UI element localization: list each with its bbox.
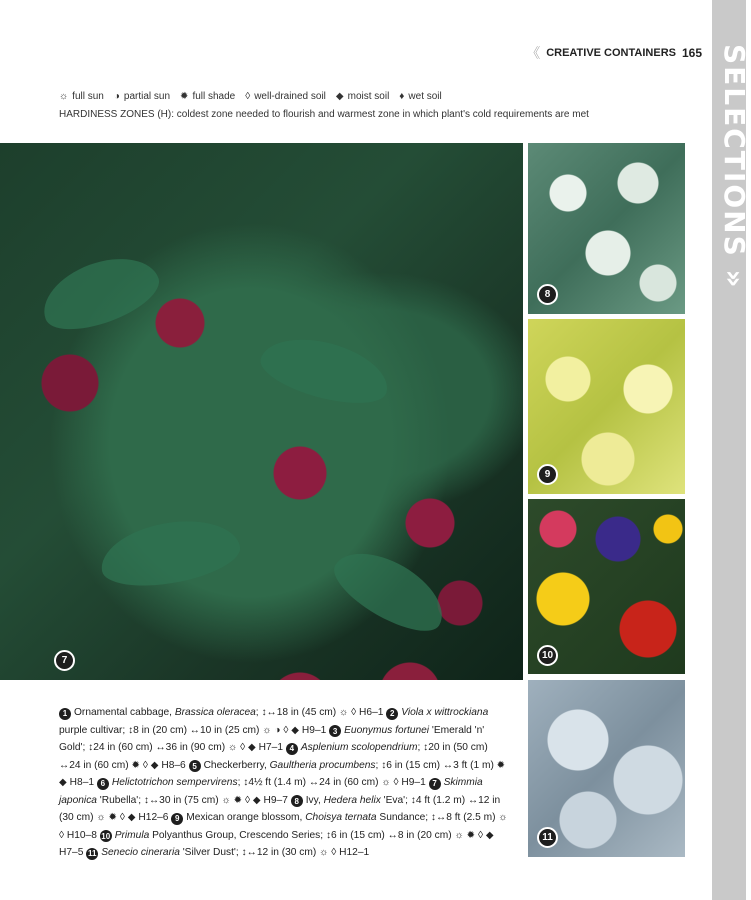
caption-entry: 1 Ornamental cabbage, Brassica oleracea; ↕↔18 in (45 cm) ☼ ◊ H6–1 [59, 707, 386, 718]
running-header [526, 43, 702, 63]
page-number: 165 [681, 46, 702, 60]
caption-entry: 11 Senecio cineraria 'Silver Dust'; ↕↔12 in (30 cm) ☼ ◊ H12–1 [87, 847, 370, 858]
legend-well-drained: ◊ well-drained soil [245, 91, 326, 102]
ivy-photo [528, 143, 685, 314]
caption-entry: 7 Skimmia japonica 'Rubella'; ↕↔30 in (75 cm) ☼ ✹ ◊ ◆ H9–7 [59, 777, 483, 806]
photo-number-9: 9 [537, 464, 558, 485]
photo-number-8: 8 [537, 284, 558, 305]
legend-full-shade: ✹ full shade [180, 91, 236, 102]
sidebar-label: SELECTIONS » [718, 44, 751, 290]
section-sidebar [712, 0, 751, 900]
caption-entry: 2 Viola x wittrockiana purple cultivar; ↕8 in (20 cm) ↔10 in (25 cm) ☼ ◑ ◊ ◆ H9–1 [59, 707, 489, 736]
drained-soil-icon: ◊ [245, 91, 251, 102]
partial-sun-icon: ◑ [113, 91, 120, 102]
primula-photo [528, 499, 685, 674]
legend-wet: ♦ wet soil [399, 91, 442, 102]
shade-icon: ✹ [180, 91, 189, 102]
photo-number-10: 10 [537, 645, 558, 666]
sun-icon: ☼ [59, 91, 69, 102]
caption-entry: 3 Euonymus fortunei 'Emerald 'n' Gold'; ↕24 in (60 cm) ↔36 in (90 cm) ☼ ◊ ◆ H7–1 [59, 724, 485, 753]
chevron-left-icon: 《 [526, 45, 541, 61]
caption-entry: 6 Helictotrichon sempervirens; ↕4½ ft (1.4 m) ↔24 in (60 cm) ☼ ◊ H9–1 [97, 777, 429, 788]
section-title: CREATIVE CONTAINERS [546, 47, 676, 59]
photo-number-7: 7 [54, 650, 75, 671]
moist-soil-icon: ◆ [335, 91, 344, 102]
choisya-photo [528, 319, 685, 494]
senecio-photo [528, 680, 685, 857]
caption-entry: 10 Primula Polyanthus Group, Crescendo Series; ↕6 in (15 cm) ↔8 in (20 cm) ☼ ✹ ◊ ◆ H7–5 [59, 829, 494, 858]
caption-entry: 5 Checkerberry, Gaultheria procumbens; ↕6 in (15 cm) ↔3 ft (1 m) ✹ ◆ H8–1 [59, 759, 506, 788]
skimmia-photo [0, 143, 523, 680]
caption-entry: 4 Asplenium scolopendrium; ↕20 in (50 cm) ↔24 in (60 cm) ✹ ◊ ◆ H8–6 [59, 742, 488, 771]
caption-entry: 9 Mexican orange blossom, Choisya ternata Sundance; ↕↔8 ft (2.5 m) ☼ ◊ H10–8 [59, 812, 508, 841]
plant-captions [59, 704, 509, 862]
symbol-legend [59, 91, 442, 102]
wet-soil-icon: ♦ [399, 91, 405, 102]
caption-entry: 8 Ivy, Hedera helix 'Eva'; ↕4 ft (1.2 m) ↔12 in (30 cm) ☼ ✹ ◊ ◆ H12–6 [59, 794, 501, 823]
photo-number-11: 11 [537, 827, 558, 848]
hardiness-note: HARDINESS ZONES (H): coldest zone needed to flourish and warmest zone in which plant's cold requirements are met [59, 109, 589, 120]
legend-partial-sun: ◑ partial sun [113, 91, 171, 102]
legend-full-sun: ☼ full sun [59, 91, 104, 102]
legend-moist: ◆ moist soil [335, 91, 390, 102]
